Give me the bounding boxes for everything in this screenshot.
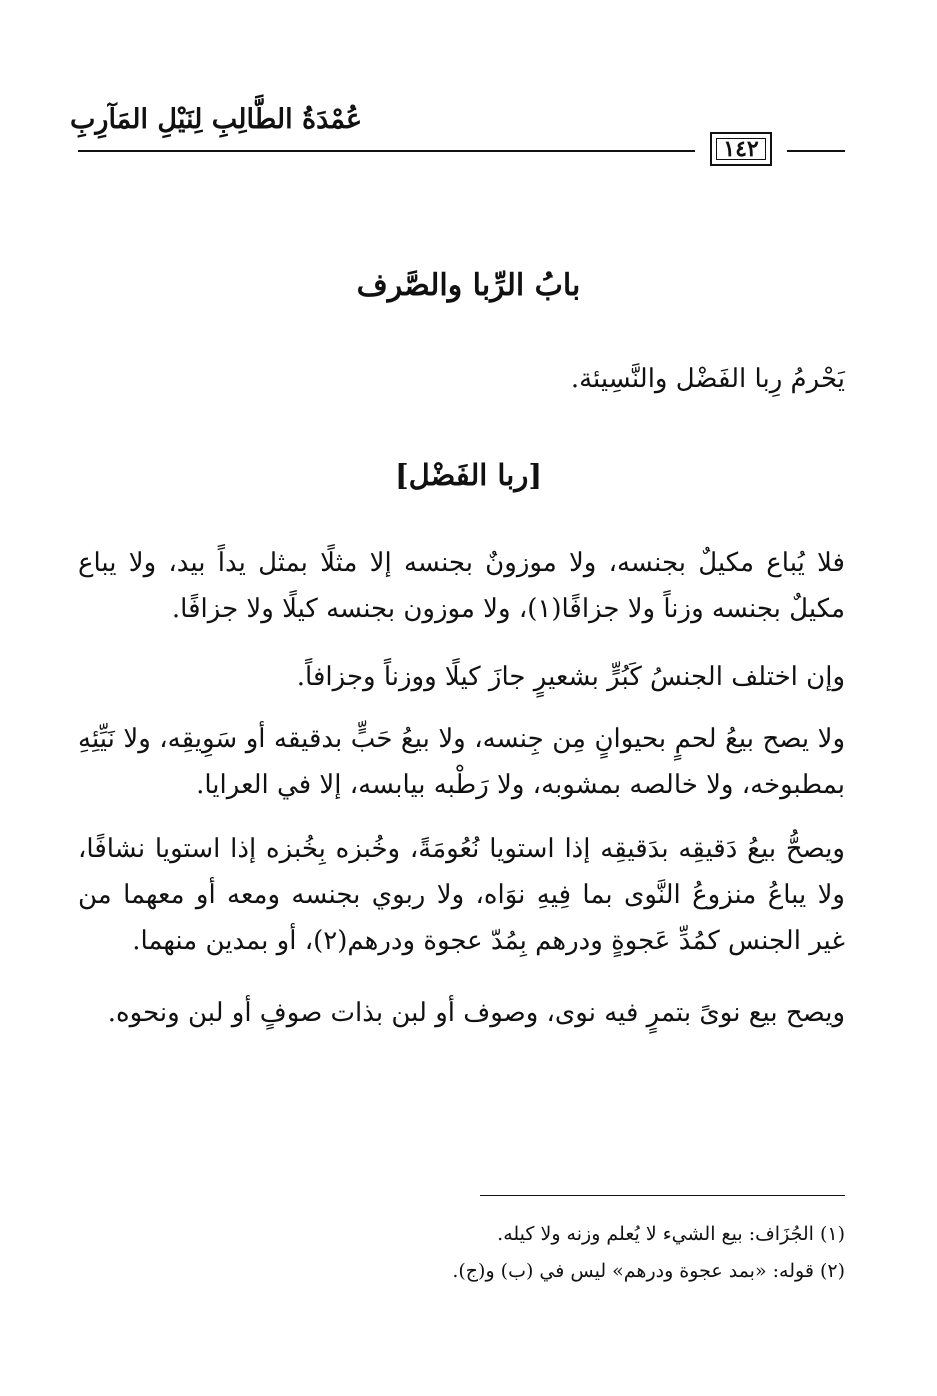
body-paragraph: فلا يُباع مكيلٌ بجنسه، ولا موزونٌ بجنسه إلا مثلًا بمثل يداً بيد، ولا يباع مكيلٌ بجنسه وزناً ولا جزافًا(١)، ولا موزون بجنسه كيلًا ولا جزافًا. [78, 548, 845, 624]
footnote-separator [480, 1195, 845, 1196]
header-rule-left [78, 150, 695, 152]
footnote: (١) الجُزَاف: بيع الشيء لا يُعلم وزنه ولا كيله. [497, 1223, 845, 1245]
intro-paragraph: يَحْرمُ رِبا الفَضْل والنَّسِيئة. [570, 364, 845, 394]
chapter-title: بابُ الرِّبا والصَّرف [356, 268, 581, 303]
header-rule-right [787, 150, 845, 152]
running-header-title: عُمْدَةُ الطَّالِبِ لِنَيْلِ المَآرِبِ [70, 104, 363, 135]
section-title: [ربا الفَضْل] [394, 458, 543, 492]
body-paragraph: ويصحُّ بيعُ دَقيقِه بدَقيقِه إذا استويا نُعُومَةً، وخُبزه بِخُبزه إذا استويا نشافًا، ولا يباعُ منزوعُ النَّوى بما فِيهِ نوَاه، ولا ربوي بجنسه ومعه أو معهما من غير الجنس كمُدِّ عَجوةٍ ودرهم بِمُدّ عجوة ودرهم(٢)، أو بمدين منهما. [78, 834, 845, 956]
body-paragraph: ويصح بيع نوىً بتمرٍ فيه نوى، وصوف أو لبن بذات صوفٍ أو لبن ونحوه. [107, 998, 845, 1028]
body-paragraph: وإن اختلف الجنسُ كَبُرٍّ بشعيرٍ جازَ كيلًا ووزناً وجزافاً. [296, 662, 845, 692]
footnote: (٢) قوله: «بمد عجوة ودرهم» ليس في (ب) و(ج). [452, 1260, 845, 1282]
body-paragraph: ولا يصح بيعُ لحمٍ بحيوانٍ مِن جِنسه، ولا بيعُ حَبٍّ بدقيقه أو سَوِيقِه، ولا نَيِّئِهِ بمطبوخه، ولا خالصه بمشوبه، ولا رَطْبه بيابسه، إلا في العرايا. [78, 724, 845, 800]
page-number: ١٤٢ [710, 132, 772, 166]
